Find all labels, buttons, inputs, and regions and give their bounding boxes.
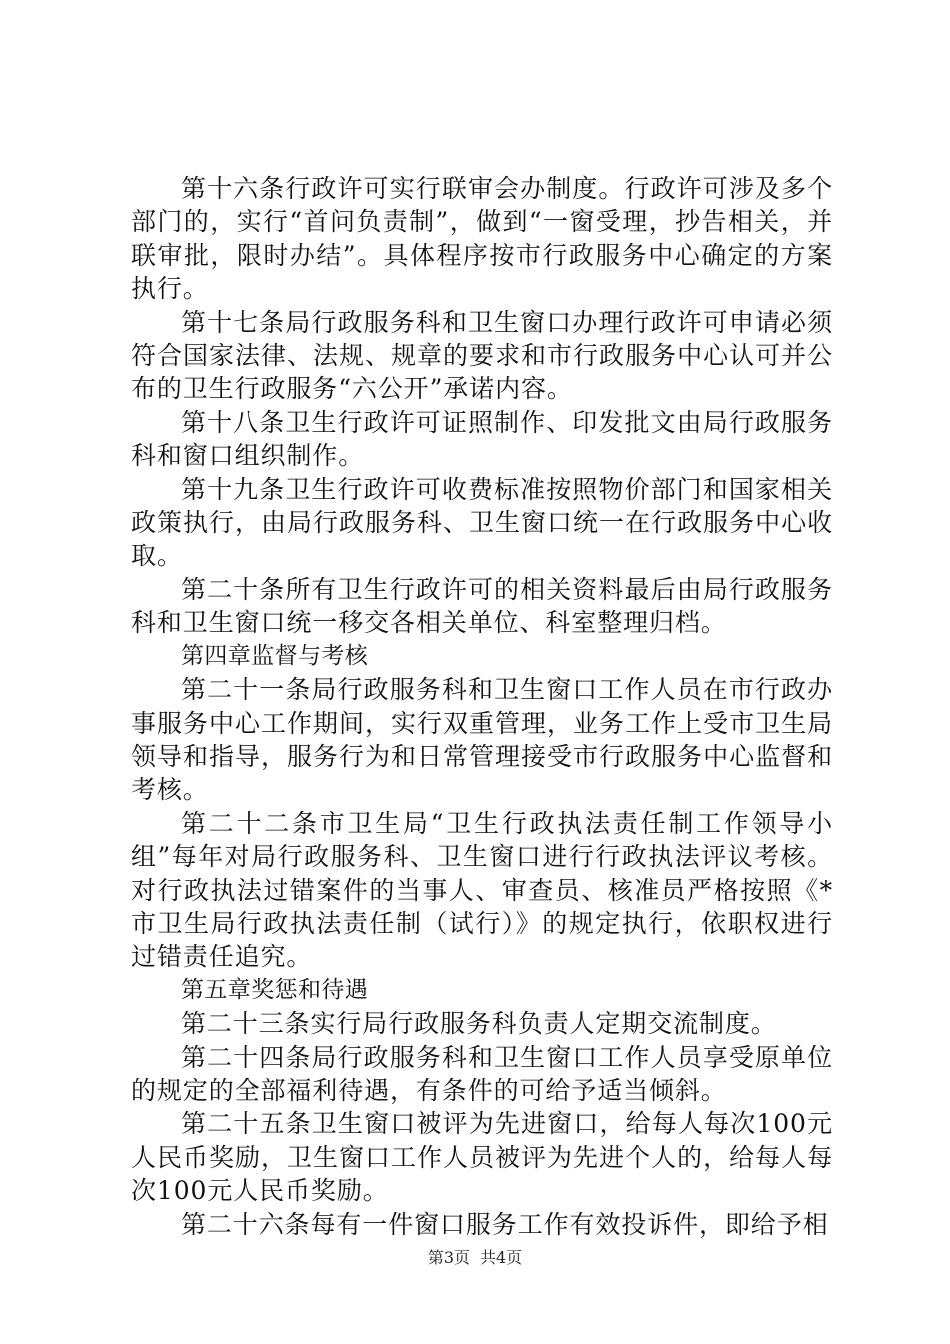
- page-total: 共4页: [480, 1248, 523, 1267]
- article-21-paragraph: 第二十一条局行政服务科和卫生窗口工作人员在市行政办事服务中心工作期间，实行双重管理，业务工作上受市卫生局领导和指导，服务行为和日常管理接受市行政服务中心监督和考核。: [131, 675, 833, 805]
- chapter-5-heading: 第五章奖惩和待遇: [181, 976, 369, 1003]
- article-23-paragraph: 第二十三条实行局行政服务科负责人定期交流制度。: [181, 1009, 777, 1039]
- article-17-paragraph: 第十七条局行政服务科和卫生窗口办理行政许可申请必须符合国家法律、法规、规章的要求和市行政服务中心认可并公布的卫生行政服务“六公开”承诺内容。: [131, 307, 833, 404]
- article-24-paragraph: 第二十四条局行政服务科和卫生窗口工作人员享受原单位的规定的全部福利待遇，有条件的可给予适当倾斜。: [131, 1042, 833, 1105]
- article-22-paragraph: 第二十二条市卫生局“卫生行政执法责任制工作领导小组”每年对局行政服务科、卫生窗口进行行政执法评议考核。对行政执法过错案件的当事人、审查员、核准员严格按照《*市卫生局行政执法责任制（试行）》的规定执行，依职权进行过错责任追究。: [131, 808, 833, 972]
- document-body: [131, 172, 833, 1241]
- article-20-paragraph: 第二十条所有卫生行政许可的相关资料最后由局行政服务科和卫生窗口统一移交各相关单位、科室整理归档。: [131, 574, 833, 638]
- chapter-4-heading: 第四章监督与考核: [181, 642, 369, 669]
- article-16-paragraph: 第十六条行政许可实行联审会办制度。行政许可涉及多个部门的，实行“首问负责制”，做到“一窗受理，抄告相关，并联审批，限时办结”。具体程序按市行政服务中心确定的方案执行。: [131, 174, 833, 304]
- article-25-paragraph: 第二十五条卫生窗口被评为先进窗口，给每人每次100元人民币奖励，卫生窗口工作人员被评为先进个人的，给每人每次100元人民币奖励。: [131, 1109, 833, 1206]
- article-18-paragraph: 第十八条卫生行政许可证照制作、印发批文由局行政服务科和窗口组织制作。: [131, 407, 833, 471]
- article-19-paragraph: 第十九条卫生行政许可收费标准按照物价部门和国家相关政策执行，由局行政服务科、卫生窗口统一在行政服务中心收取。: [131, 474, 833, 571]
- page-number: 第3页: [427, 1248, 470, 1267]
- article-26-paragraph: 第二十六条每有一件窗口服务工作有效投诉件，即给予相: [181, 1209, 829, 1239]
- page-footer: [0, 1248, 950, 1268]
